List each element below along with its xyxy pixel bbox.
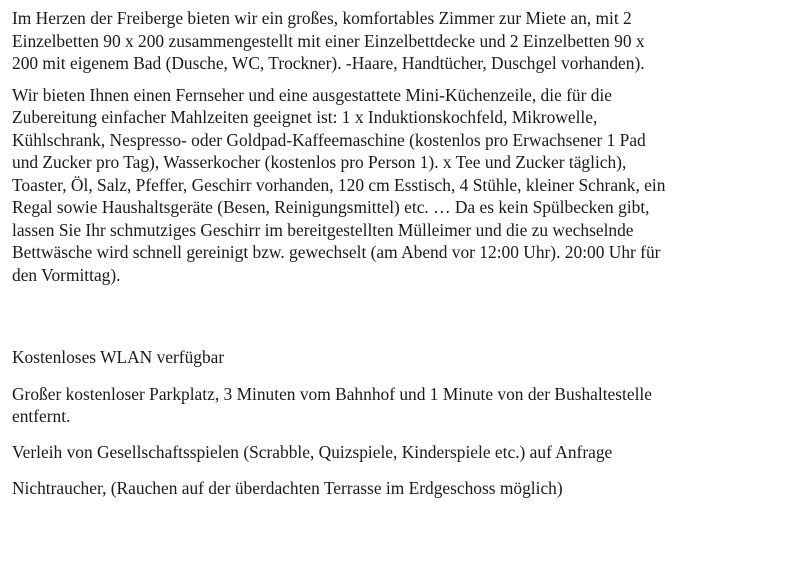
paragraph-wifi: Kostenloses WLAN verfügbar [12,347,225,367]
paragraph-parking: Großer kostenloser Parkplatz, 3 Minuten vom Bahnhof und 1 Minute von der Bushaltestelle entfernt. [12,383,652,426]
paragraph-non-smoking: Nichtraucher, (Rauchen auf der überdachten Terrasse im Erdgeschoss möglich) [12,478,563,498]
paragraph-room-description: Im Herzen der Freiberge bieten wir ein großes, komfortables Zimmer zur Miete an, mit 2 Einzelbetten 90 x 200 zusammengestellt mit einer Einzelbettdecke und 2 Einzelbetten 90 x 200 mit eigenem Bad (Dusche, WC, Trockner). -Haare, Handtücher, Duschgel vorhanden). [12,8,645,73]
paragraph-kitchen-amenities: Wir bieten Ihnen einen Fernseher und eine ausgestattete Mini-Küchenzeile, die für die Zubereitung einfacher Mahlzeiten geeignet ist: 1 x Induktionskochfeld, Mikrowelle, Kühlschrank, Nespresso- oder Goldpad-Kaffeemaschine (kostenlos pro Erwachsener 1 Pad und Zucker pro Tag), Wasserkocher (kostenlos pro Person 1). x Tee und Zucker täglich), Toaster, Öl, Salz, Pfeffer, Geschirr vorhanden, 120 cm Esstisch, 4 Stühle, kleiner Schrank, ein Regal sowie Haushaltsgeräte (Besen, Reinigungsmittel) etc. … Da es kein Spülbecken gibt, lassen Sie Ihr schmutziges Geschirr im bereitgestellten Mülleimer und die zu wechselnde Bettwäsche wird schnell gereinigt bzw. gewechselt (am Abend vor 12:00 Uhr). 20:00 Uhr für den Vormittag). [12,84,666,285]
document-body [12,7,787,500]
paragraph-board-games: Verleih von Gesellschaftsspielen (Scrabble, Quizspiele, Kinderspiele etc.) auf Anfrage [12,441,613,462]
